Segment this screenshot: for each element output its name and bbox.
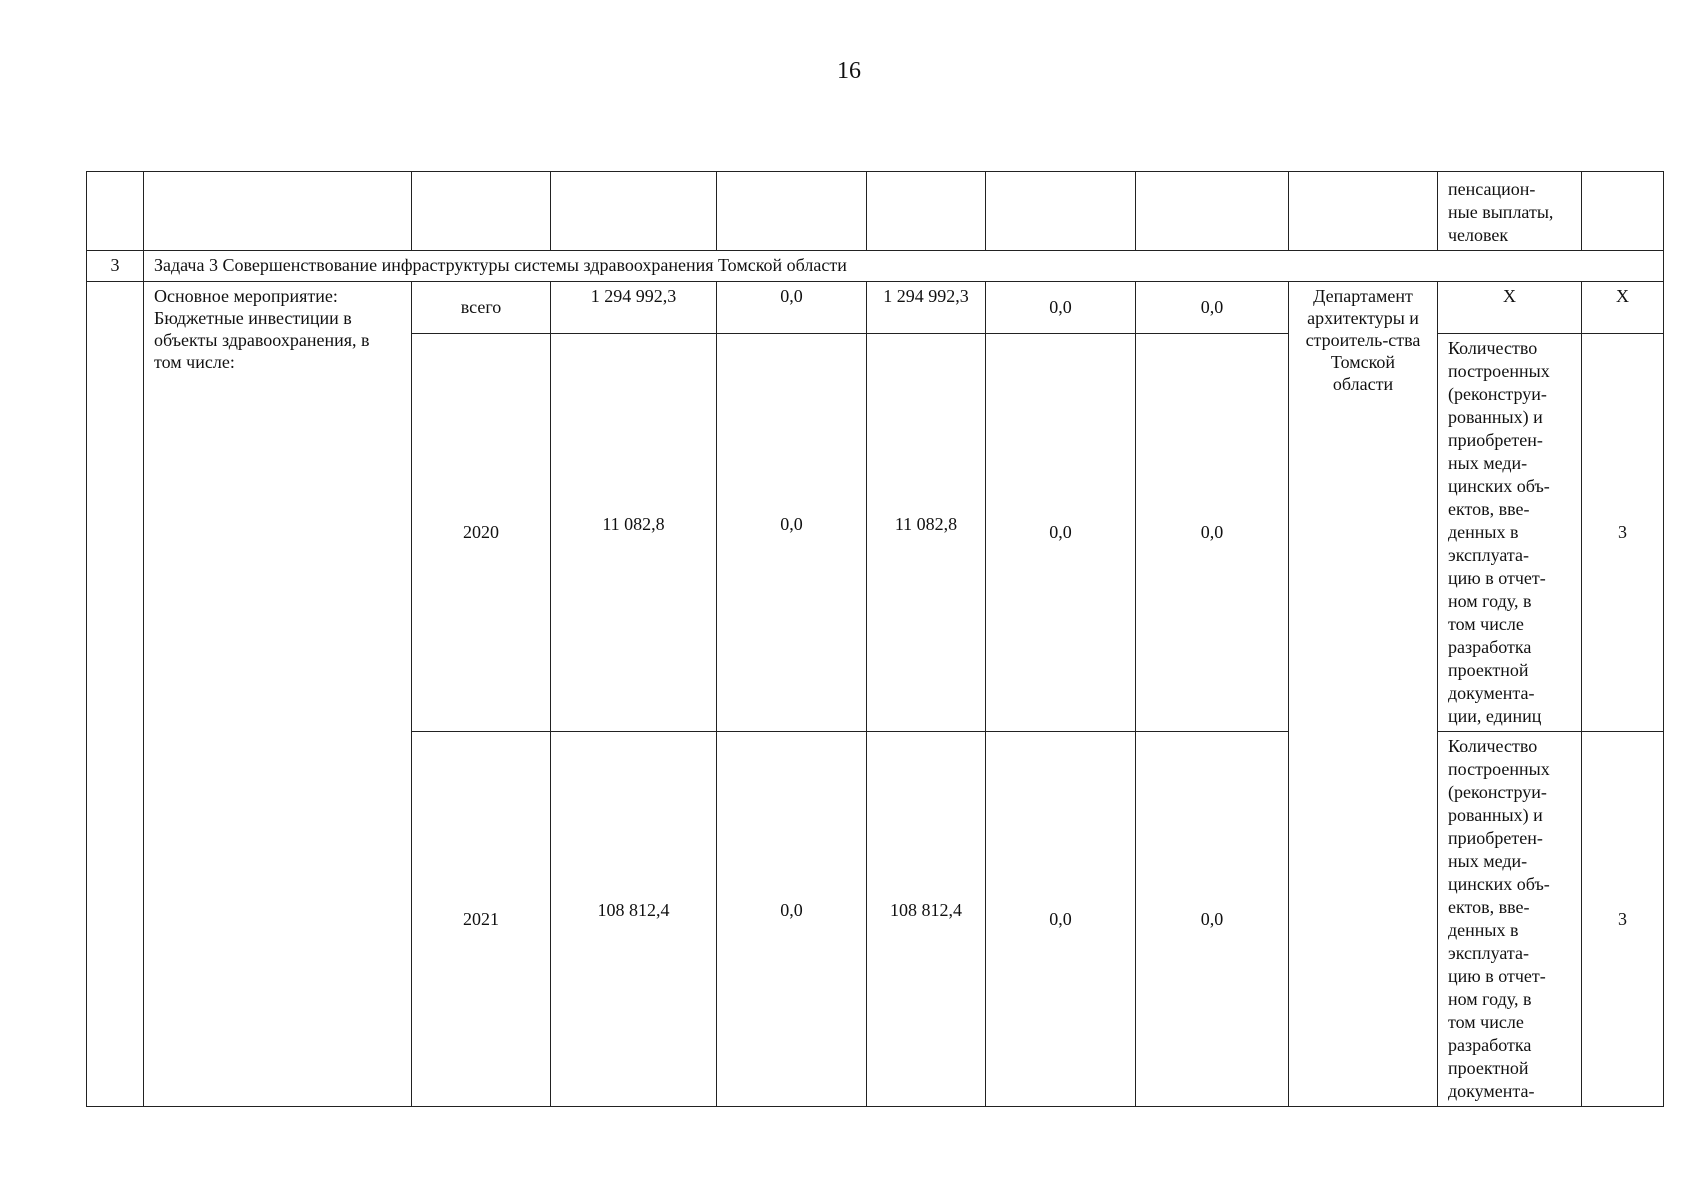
amount-local: 0,0 <box>986 282 1136 334</box>
cell-empty <box>986 172 1136 251</box>
indicator-cell-tail: пенсацион- ные выплаты, человек <box>1438 172 1582 251</box>
task-number: 3 <box>87 251 144 282</box>
cell-empty <box>87 282 144 1107</box>
indicator-value: 3 <box>1582 334 1664 732</box>
indicator-value: 3 <box>1582 732 1664 1107</box>
cell-empty <box>412 172 551 251</box>
amount-regional: 1 294 992,3 <box>867 282 986 334</box>
activity-name: Основное мероприятие: Бюджетные инвестиции в объекты здравоохранения, в том числе: <box>144 282 412 1107</box>
cell-empty <box>717 172 867 251</box>
indicator-cell: Количество построенных (реконструи- рованных) и приобретен- ных меди- цинских объ- ектов, вве- денных в эксплуата- цию в отчет- ном году, в том числе разработка проектной документа- <box>1438 732 1582 1107</box>
amount-local: 0,0 <box>986 732 1136 1107</box>
amount-local: 0,0 <box>986 334 1136 732</box>
amount-other: 0,0 <box>1136 282 1289 334</box>
amount-total: 1 294 992,3 <box>551 282 717 334</box>
cell-empty <box>1136 172 1289 251</box>
indicator-value: Х <box>1582 282 1664 334</box>
table-row-total <box>87 282 1664 334</box>
program-table <box>86 171 1664 1107</box>
period-cell: всего <box>412 282 551 334</box>
amount-federal: 0,0 <box>717 732 867 1107</box>
cell-empty <box>144 172 412 251</box>
amount-federal: 0,0 <box>717 334 867 732</box>
period-cell: 2020 <box>412 334 551 732</box>
amount-total: 108 812,4 <box>551 732 717 1107</box>
page-number: 16 <box>837 58 861 84</box>
cell-empty <box>87 172 144 251</box>
indicator-cell: Количество построенных (реконструи- рованных) и приобретен- ных меди- цинских объ- ектов, вве- денных в эксплуата- цию в отчет- ном году, в том числе разработка проектной документа- ции, единиц <box>1438 334 1582 732</box>
amount-regional: 11 082,8 <box>867 334 986 732</box>
amount-total: 11 082,8 <box>551 334 717 732</box>
amount-regional: 108 812,4 <box>867 732 986 1107</box>
cell-empty <box>1582 172 1664 251</box>
amount-federal: 0,0 <box>717 282 867 334</box>
cell-empty <box>551 172 717 251</box>
executor-cell: Департамент архитектуры и строитель-ства Томской области <box>1289 282 1438 1107</box>
amount-other: 0,0 <box>1136 732 1289 1107</box>
amount-other: 0,0 <box>1136 334 1289 732</box>
task-row <box>87 251 1664 282</box>
period-cell: 2021 <box>412 732 551 1107</box>
task-title: Задача 3 Совершенствование инфраструктуры системы здравоохранения Томской области <box>144 251 1664 282</box>
indicator-cell: Х <box>1438 282 1582 334</box>
cell-empty <box>1289 172 1438 251</box>
table-row-continuation <box>87 172 1664 251</box>
cell-empty <box>867 172 986 251</box>
